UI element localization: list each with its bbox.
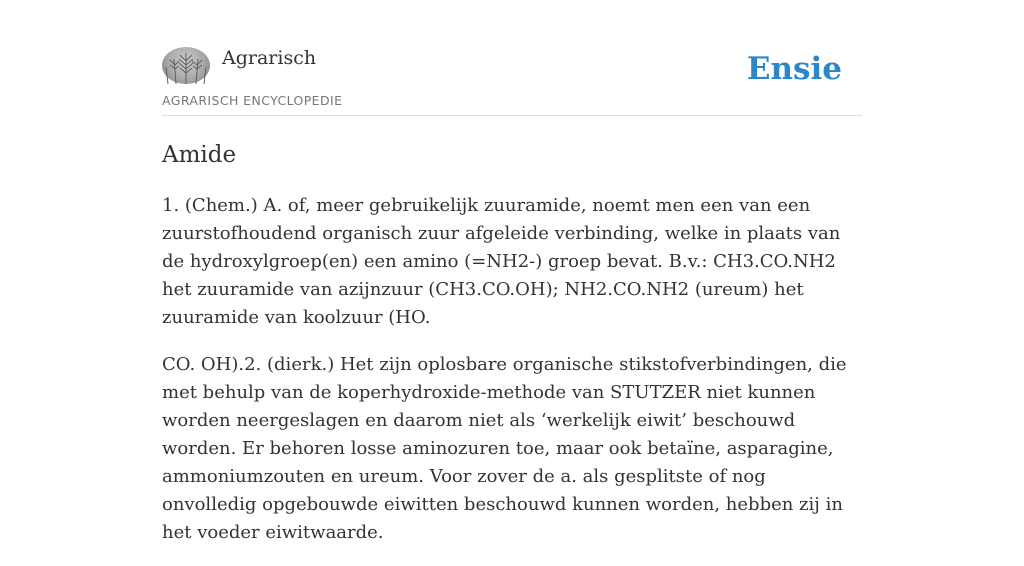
- site-subtitle: AGRARISCH ENCYCLOPEDIE: [162, 93, 343, 108]
- paragraph: CO. OH).2. (dierk.) Het zijn oplosbare organische stikstofverbindingen, die met behulp van de koperhydroxide-methode van STUTZER niet kunnen worden neergeslagen en daarom niet als ‘werkelijk eiwit’ beschouwd worden. Er behoren losse aminozuren toe, maar ook betaïne, asparagine, ammoniumzouten en ureum. Voor zover de a. als gesplitste of nog onvolledig opgebouwde eiwitten beschouwd kunnen worden, hebben zij in het voeder eiwitwaarde.: [162, 354, 847, 543]
- article-body: [162, 192, 862, 566]
- brand-logo[interactable]: Ensie: [746, 51, 842, 87]
- paragraph: 1. (Chem.) A. of, meer gebruikelijk zuuramide, noemt men een van een zuurstofhoudend organisch zuur afgeleide verbinding, welke in plaats van de hydroxylgroep(en) een amino (=NH2-) groep bevat. B.v.: CH3.CO.NH2 het zuuramide van azijnzuur (CH3.CO.OH); NH2.CO.NH2 (ureum) het zuuramide van koolzuur (HO.: [162, 195, 841, 328]
- site-header: [162, 0, 862, 116]
- page-title: Amide: [162, 142, 237, 168]
- content-container: [162, 0, 862, 543]
- site-name[interactable]: Agrarisch: [222, 47, 317, 69]
- wheat-icon[interactable]: [162, 47, 210, 84]
